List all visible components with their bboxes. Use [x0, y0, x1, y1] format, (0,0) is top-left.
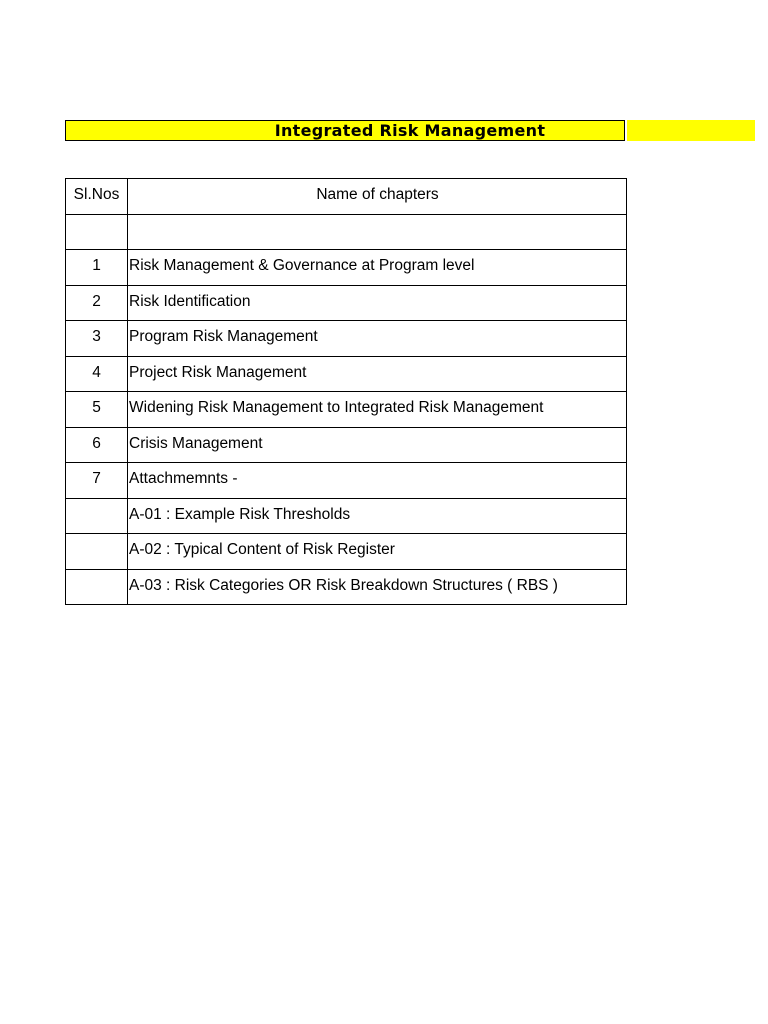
- chapter-cell: A-01 : Example Risk Thresholds: [128, 498, 627, 534]
- chapter-cell: A-03 : Risk Categories OR Risk Breakdown Structures ( RBS ): [128, 569, 627, 605]
- chapter-cell: A-02 : Typical Content of Risk Register: [128, 534, 627, 570]
- sl-no-cell: [66, 569, 128, 605]
- chapter-cell: Widening Risk Management to Integrated Risk Management: [128, 392, 627, 428]
- sl-no-cell: 7: [66, 463, 128, 499]
- chapter-cell: Attachmemnts -: [128, 463, 627, 499]
- table-row: [66, 498, 627, 534]
- page-title: Integrated Risk Management: [274, 121, 546, 140]
- table-row: [66, 214, 627, 250]
- table-row: [66, 250, 627, 286]
- chapter-cell: Risk Identification: [128, 285, 627, 321]
- header-sl-no: Sl.Nos: [66, 179, 128, 215]
- table-row: [66, 392, 627, 428]
- header-chapter-name: Name of chapters: [128, 179, 627, 215]
- sl-no-cell: [66, 534, 128, 570]
- table-row: [66, 285, 627, 321]
- sl-no-cell: 1: [66, 250, 128, 286]
- table-row: [66, 321, 627, 357]
- chapter-cell: [128, 214, 627, 250]
- chapter-cell: Risk Management & Governance at Program level: [128, 250, 627, 286]
- table-header-row: [66, 179, 627, 215]
- chapter-cell: Crisis Management: [128, 427, 627, 463]
- table-row: [66, 463, 627, 499]
- table-row: [66, 356, 627, 392]
- chapters-table: [65, 178, 627, 605]
- table-row: [66, 427, 627, 463]
- sl-no-cell: 2: [66, 285, 128, 321]
- sl-no-cell: [66, 214, 128, 250]
- sl-no-cell: [66, 498, 128, 534]
- sl-no-cell: 5: [66, 392, 128, 428]
- chapter-cell: Project Risk Management: [128, 356, 627, 392]
- sl-no-cell: 6: [66, 427, 128, 463]
- table-row: [66, 569, 627, 605]
- table-row: [66, 534, 627, 570]
- chapter-cell: Program Risk Management: [128, 321, 627, 357]
- sl-no-cell: 4: [66, 356, 128, 392]
- sl-no-cell: 3: [66, 321, 128, 357]
